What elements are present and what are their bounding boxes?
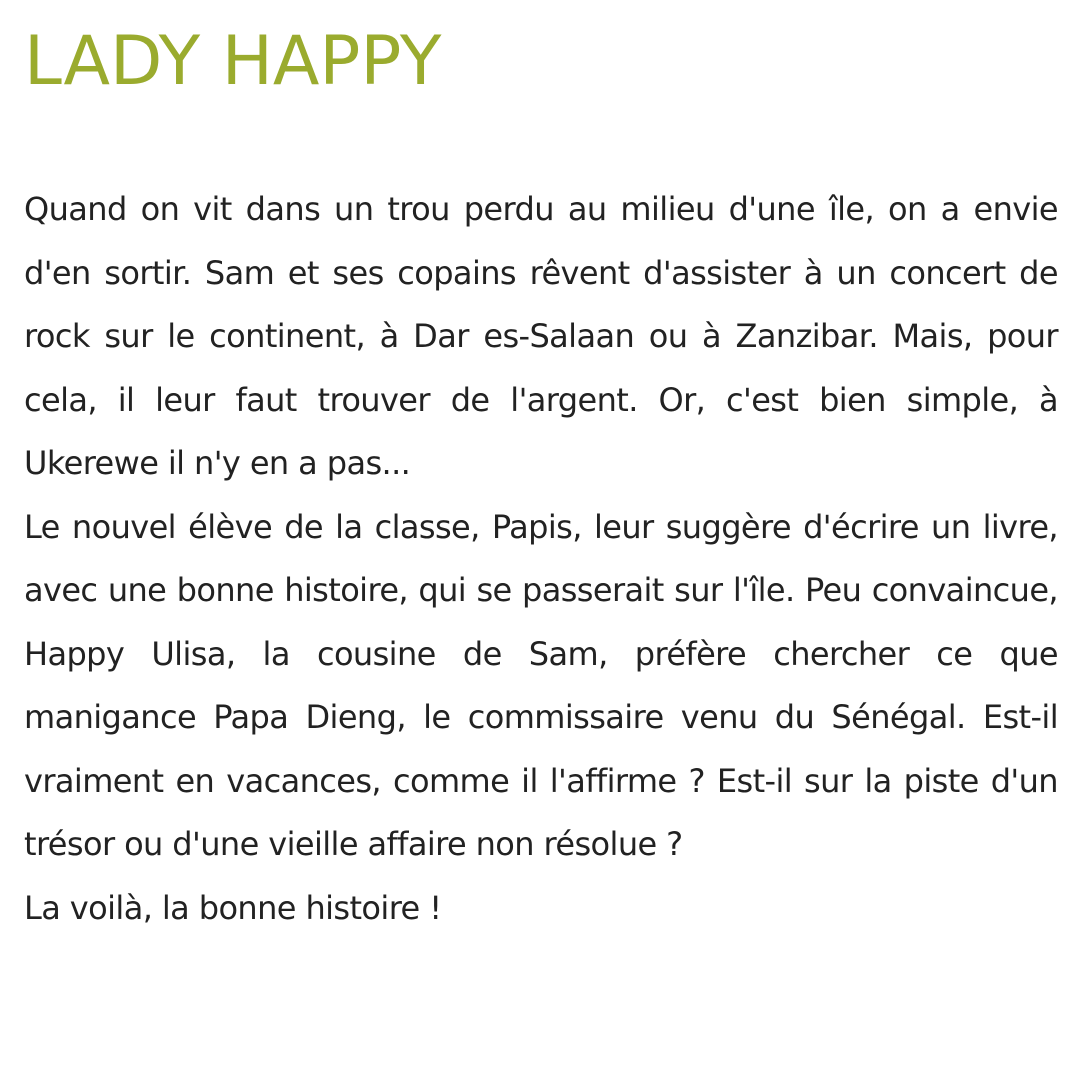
summary-paragraph-1: Quand on vit dans un trou perdu au milieu d'une île, on a envie d'en sortir. Sam et ses copains rêvent d'assister à un concert de rock sur le continent, à Dar es-Salaan ou à Zanzibar. Mais, pour cela, il leur faut trouver de l'argent. Or, c'est bien simple, à Ukerewe il n'y en a pas... [24,190,1058,482]
book-summary-page [24,0,1058,940]
book-title: LADY HAPPY [24,22,442,101]
summary-text [24,178,1058,940]
summary-paragraph-3: La voilà, la bonne histoire ! [24,888,442,927]
summary-paragraph-2: Le nouvel élève de la classe, Papis, leur suggère d'écrire un livre, avec une bonne histoire, qui se passerait sur l'île. Peu convaincue, Happy Ulisa, la cousine de Sam, préfère chercher ce que manigance Papa Dieng, le commissaire venu du Sénégal. Est-il vraiment en vacances, comme il l'affirme ? Est-il sur la piste d'un trésor ou d'une vieille affaire non résolue ? [24,507,1058,863]
